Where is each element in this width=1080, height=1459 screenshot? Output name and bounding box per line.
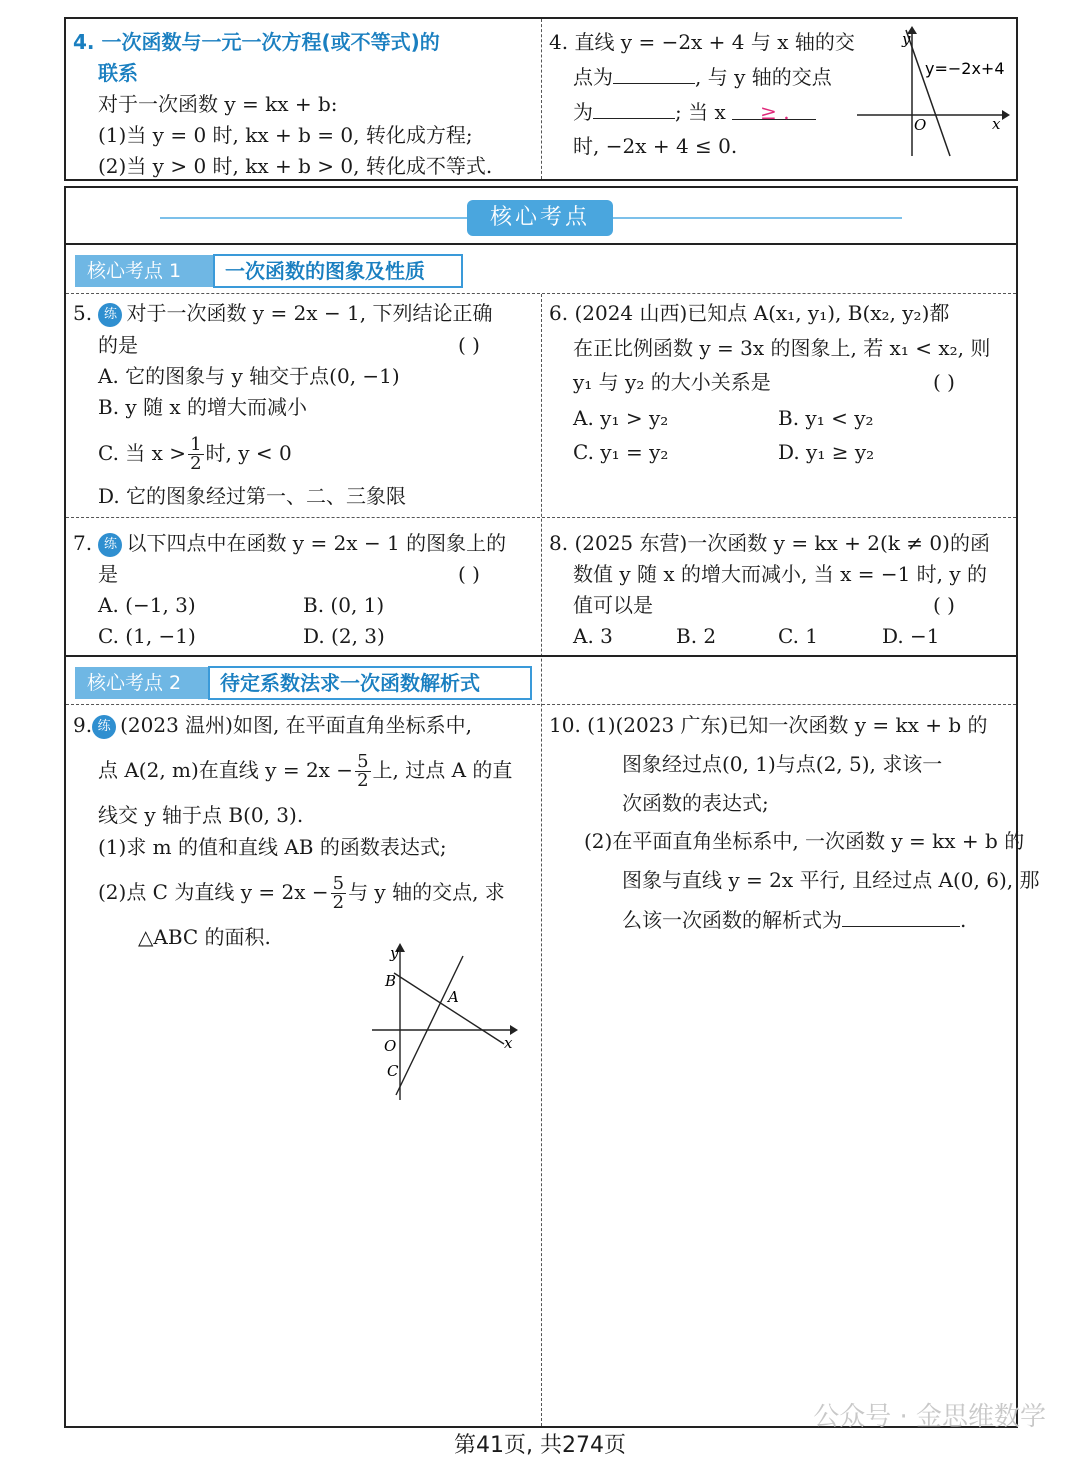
q4-graph	[852, 26, 1012, 160]
q6-line2: 在正比例函数 y = 3x 的图象上, 若 x₁ < x₂, 则	[573, 336, 991, 360]
q4-line4: 时, −2x + 4 ≤ 0.	[573, 134, 738, 158]
q4-line-label: y=−2x+4	[925, 59, 1005, 78]
q4-line2: 点为 , 与 y 轴的交点	[573, 61, 832, 92]
q9-figure	[368, 940, 528, 1105]
svg-text:x: x	[504, 1034, 513, 1052]
banner-line-left	[160, 217, 468, 219]
q6-line1: 6. (2024 山西)已知点 A(x₁, y₁), B(x₂, y₂)都	[549, 301, 950, 325]
q9-line5: (2)点 C 为直线 y = 2x − $\frac{5}{2}$ 与 y 轴的交点, 求	[98, 873, 505, 913]
q4-line3: 为 ; 当 x ≥ .	[573, 96, 816, 127]
q6-option-a: A. y₁ > y₂	[573, 406, 669, 430]
q6-line3: y₁ 与 y₂ 的大小关系是	[573, 370, 771, 394]
row-rule-2	[65, 655, 1016, 657]
svg-text:y: y	[390, 944, 399, 962]
kp1-title: 一次函数的图象及性质	[213, 254, 463, 288]
section4-line2: (1)当 y = 0 时, kx + b = 0, 转化成方程;	[98, 123, 473, 147]
section4-line3: (2)当 y > 0 时, kx + b > 0, 转化成不等式.	[98, 154, 493, 178]
banner-line-right	[612, 217, 902, 219]
section4-line1: 对于一次函数 y = kx + b:	[98, 92, 338, 116]
q4-blank-2[interactable]	[593, 96, 675, 119]
q10-line2: 图象经过点(0, 1)与点(2, 5), 求该一	[622, 752, 943, 776]
watermark: 公众号 · 金思维数学	[813, 1402, 1046, 1432]
q8-option-d: D. −1	[882, 624, 940, 648]
q7-line2: 是	[98, 562, 118, 586]
q9-line4: (1)求 m 的值和直线 AB 的函数表达式;	[98, 835, 447, 859]
q5-option-d: D. 它的图象经过第一、二、三象限	[98, 484, 407, 508]
svg-text:B: B	[385, 972, 397, 990]
kp2-title: 待定系数法求一次函数解析式	[208, 666, 532, 700]
section-banner: 核心考点	[467, 200, 613, 236]
practice-icon: 练	[92, 715, 116, 739]
q6-option-c: C. y₁ = y₂	[573, 440, 669, 464]
q5-answer-paren[interactable]: ( )	[458, 333, 480, 357]
q5-option-a: A. 它的图象与 y 轴交于点(0, −1)	[98, 364, 400, 388]
svg-text:C: C	[387, 1062, 399, 1080]
banner-bottom-rule	[65, 243, 1016, 245]
q9-line3: 线交 y 轴于点 B(0, 3).	[98, 803, 304, 827]
q6-option-b: B. y₁ < y₂	[778, 406, 874, 430]
q7-answer-paren[interactable]: ( )	[458, 562, 480, 586]
page-footer: 第41页, 共274页	[454, 1433, 626, 1458]
q9-line6: △ABC 的面积.	[138, 925, 271, 949]
svg-text:y: y	[902, 30, 911, 48]
q8-option-b: B. 2	[676, 624, 717, 648]
practice-icon: 练	[98, 533, 122, 557]
q5-option-c: C. 当 x > $\frac{1}{2}$ 时, y < 0	[98, 434, 292, 474]
q9-line2: 点 A(2, m)在直线 y = 2x − $\frac{5}{2}$ 上, 过点 A 的直	[98, 751, 513, 791]
q10-line3: 次函数的表达式;	[622, 791, 769, 815]
q7-line1: 7. 练 以下四点中在函数 y = 2x − 1 的图象上的	[73, 531, 507, 555]
q8-option-c: C. 1	[778, 624, 819, 648]
kp2-tag: 核心考点 2	[75, 667, 208, 699]
q7-option-d: D. (2, 3)	[303, 624, 385, 648]
q9-line1: 9. 练 (2023 温州)如图, 在平面直角坐标系中,	[73, 713, 473, 737]
q7-option-b: B. (0, 1)	[303, 593, 385, 617]
q5-option-b: B. y 随 x 的增大而减小	[98, 395, 308, 419]
section4-heading-2: 联系	[98, 61, 138, 85]
q4-line1: 4. 直线 y = −2x + 4 与 x 轴的交	[549, 30, 855, 54]
section4-heading: 4. 一次函数与一元一次方程(或不等式)的	[73, 30, 440, 54]
q8-answer-paren[interactable]: ( )	[933, 593, 955, 617]
q10-line4: (2)在平面直角坐标系中, 一次函数 y = kx + b 的	[584, 829, 1025, 853]
svg-text:A: A	[448, 988, 459, 1006]
kp1-tag: 核心考点 1	[75, 255, 213, 287]
q5-line1: 5. 练 对于一次函数 y = 2x − 1, 下列结论正确	[73, 301, 493, 325]
q4-blank-1[interactable]	[613, 61, 695, 84]
q10-answer-blank[interactable]	[842, 904, 960, 927]
q8-line1: 8. (2025 东营)一次函数 y = kx + 2(k ≠ 0)的函	[549, 531, 990, 555]
kp2-rule	[66, 704, 1016, 705]
svg-text:x: x	[992, 115, 1001, 133]
q8-option-a: A. 3	[573, 624, 613, 648]
row-rule-1	[66, 517, 1016, 518]
q8-line2: 数值 y 随 x 的增大而减小, 当 x = −1 时, y 的	[573, 562, 988, 586]
q6-option-d: D. y₁ ≥ y₂	[778, 440, 875, 464]
q7-option-c: C. (1, −1)	[98, 624, 196, 648]
q5-line2: 的是	[98, 333, 138, 357]
q10-line1: 10. (1)(2023 广东)已知一次函数 y = kx + b 的	[549, 713, 988, 737]
q4-blank-3[interactable]: ≥ .	[732, 97, 816, 120]
q10-line6: 么该一次函数的解析式为 .	[622, 904, 966, 935]
practice-icon: 练	[98, 303, 122, 327]
q6-answer-paren[interactable]: ( )	[933, 370, 955, 394]
top-divider	[541, 19, 542, 179]
q7-option-a: A. (−1, 3)	[98, 593, 196, 617]
svg-text:O: O	[384, 1037, 397, 1055]
q10-line5: 图象与直线 y = 2x 平行, 且经过点 A(0, 6), 那	[622, 868, 1040, 892]
q4-origin: O	[914, 116, 927, 134]
mid-divider	[541, 294, 542, 1426]
q8-line3: 值可以是	[573, 593, 653, 617]
